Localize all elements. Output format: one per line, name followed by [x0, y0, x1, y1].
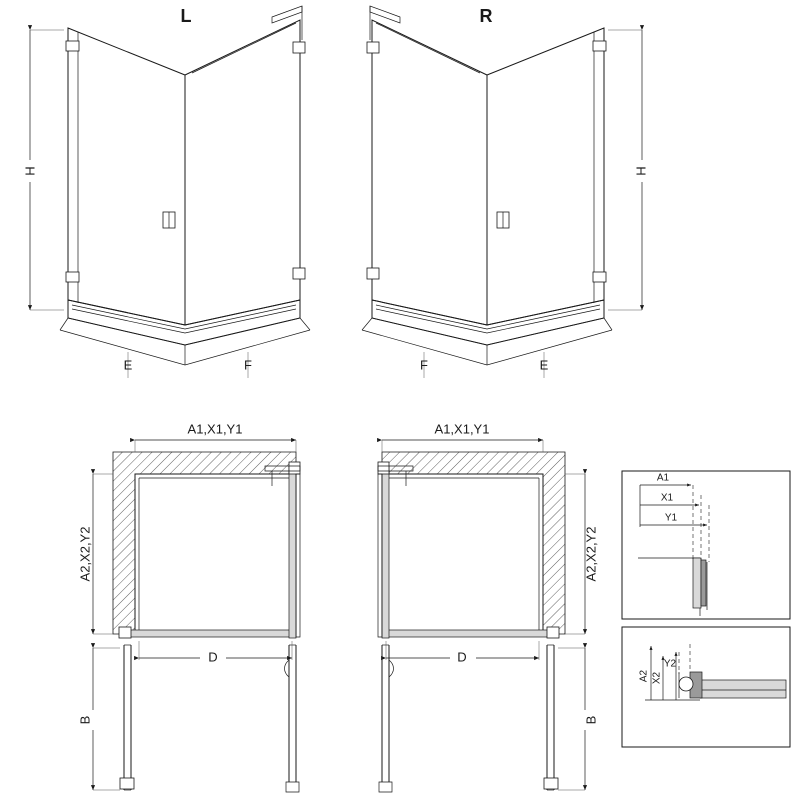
detail-label-Y2: Y2 [663, 658, 677, 670]
dim-label-D-right: D [457, 649, 467, 665]
dim-label-F-left: F [244, 357, 252, 373]
detail-profile-upper [622, 471, 790, 619]
dim-label-A2X2Y2-right: A2,X2,Y2 [583, 526, 599, 582]
dim-label-A1X1Y1-left: A1,X1,Y1 [187, 421, 243, 437]
dim-label-B-left: B [77, 715, 93, 725]
variant-label-right: R [479, 5, 493, 26]
dim-label-D-left: D [208, 649, 218, 665]
dim-label-H-right: H [633, 166, 649, 176]
dim-label-B-right: B [583, 715, 599, 725]
plan-view-right [378, 421, 598, 792]
variant-label-left: L [180, 5, 192, 26]
detail-label-X2: X2 [651, 671, 663, 685]
detail-label-A2: A2 [638, 669, 650, 683]
dim-label-E-right: E [539, 357, 549, 373]
perspective-view-left [22, 6, 310, 378]
detail-label-X1: X1 [660, 492, 674, 504]
dim-label-F-right: F [420, 357, 428, 373]
detail-profile-lower [622, 627, 790, 747]
detail-label-Y1: Y1 [664, 512, 678, 524]
dim-label-A1X1Y1-right: A1,X1,Y1 [434, 421, 490, 437]
dim-label-H-left: H [22, 166, 38, 176]
perspective-view-right [362, 6, 651, 378]
dim-label-E-left: E [123, 357, 133, 373]
detail-label-A1: A1 [656, 472, 670, 484]
dim-label-A2X2Y2-left: A2,X2,Y2 [77, 526, 93, 582]
plan-view-left [77, 421, 300, 792]
